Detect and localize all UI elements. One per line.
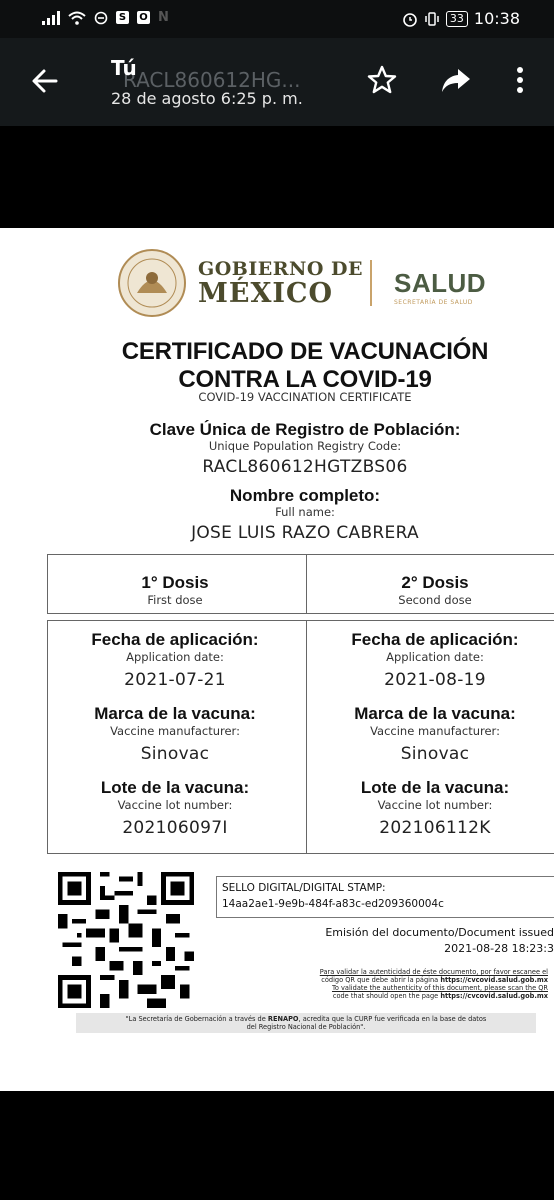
dose1-date: 2021-07-21: [124, 670, 226, 690]
dose2-brand: Sinovac: [400, 744, 470, 764]
validation-note: [320, 968, 548, 1000]
renapo-1b: , acredita que la CURP fue verificada en la base de datos: [298, 1015, 487, 1023]
dose1-brand-label-en: Vaccine manufacturer:: [110, 724, 240, 738]
validate-es-2: código QR que debe abrir la página: [321, 976, 439, 984]
renapo-2: del Registro Nacional de Población".: [246, 1023, 366, 1031]
dose1-title-en: First dose: [147, 593, 203, 607]
certificate-image[interactable]: [0, 228, 554, 1091]
name-label-en: Full name:: [275, 505, 335, 519]
curp-value: RACL860612HGTZBS06: [202, 457, 408, 477]
message-timestamp: 28 de agosto 6:25 p. m.: [111, 89, 303, 108]
wifi-icon: [68, 11, 86, 25]
dose2-date-label: Fecha de aplicación:: [351, 630, 519, 649]
signal-icon: [42, 11, 60, 25]
dose2-lot: 202106112K: [379, 818, 491, 838]
dose1-title: 1° Dosis: [141, 573, 209, 592]
validate-es-url: https://cvcovid.salud.gob.mx: [440, 976, 548, 984]
dose1-lot: 202106097I: [122, 818, 228, 838]
dose1-lot-label: Lote de la vacuna:: [100, 778, 250, 797]
qr-code: [58, 872, 194, 1008]
dose1-brand-label: Marca de la vacuna:: [94, 704, 256, 723]
salud-subtitle: SECRETARÍA DE SALUD: [394, 299, 473, 306]
bottom-black-area: [0, 1091, 554, 1200]
app-bar: [0, 38, 554, 126]
dose2-brand-label-en: Vaccine manufacturer:: [370, 724, 500, 738]
battery-indicator: 33: [446, 11, 468, 27]
netflix-icon: N: [158, 10, 169, 25]
dose1-date-label: Fecha de aplicación:: [91, 630, 259, 649]
dose2-details: [310, 630, 554, 838]
validate-en-url: https://cvcovid.salud.gob.mx: [440, 992, 548, 1000]
dose1-date-label-en: Application date:: [126, 650, 224, 664]
more-options-icon[interactable]: [504, 64, 536, 96]
stamp-value: 14aa2ae1-9e9b-484f-a83c-ed209360004c: [222, 898, 444, 910]
validate-es-1: Para validar la autenticidad de éste documento, por favor escanee el: [319, 968, 548, 976]
dose1-brand: Sinovac: [140, 744, 210, 764]
issue-label: Emisión del documento/Document issued: [325, 926, 554, 939]
gob-line2: MÉXICO: [198, 278, 334, 309]
clock: 10:38: [473, 9, 520, 28]
app-badge-s-icon: S: [116, 11, 129, 24]
dose2-lot-label-en: Vaccine lot number:: [377, 798, 493, 812]
star-icon[interactable]: [366, 64, 398, 96]
salud-logo-text: SALUD: [394, 268, 487, 298]
full-name-value: JOSE LUIS RAZO CABRERA: [191, 523, 419, 543]
ghost-title: RACL860612HG...: [123, 68, 301, 92]
mexico-seal-logo: [117, 248, 187, 318]
dose2-title: 2° Dosis: [401, 573, 469, 592]
certificate-title-line1: CERTIFICADO DE VACUNACIÓN: [121, 338, 489, 365]
back-arrow-icon[interactable]: [28, 64, 62, 98]
renapo-note: [76, 1013, 536, 1033]
digital-stamp-box: [216, 876, 554, 918]
instagram-icon: O: [137, 11, 150, 24]
dose2-brand-label: Marca de la vacuna:: [354, 704, 516, 723]
gobierno-logo-text: [198, 258, 363, 309]
dose1-details: [50, 630, 300, 838]
certificate-title-en: COVID-19 VACCINATION CERTIFICATE: [198, 390, 412, 404]
validate-en-2: code that should open the page: [332, 992, 439, 1000]
validate-en-1: To validate the authenticity of this document, please scan the QR: [331, 984, 548, 992]
curp-label: Clave Única de Registro de Población:: [149, 420, 461, 439]
vpn-icon: [94, 11, 108, 25]
name-label: Nombre completo:: [229, 486, 381, 505]
vibrate-icon: [424, 11, 440, 27]
alarm-icon: [402, 11, 418, 27]
dose2-date: 2021-08-19: [384, 670, 486, 690]
renapo-1a: "La Secretaría de Gobernación a través de: [125, 1015, 266, 1023]
stamp-label: SELLO DIGITAL/DIGITAL STAMP:: [222, 882, 386, 894]
renapo-bold: RENAPO: [267, 1015, 299, 1023]
dose2-lot-label: Lote de la vacuna:: [360, 778, 510, 797]
issue-value: 2021-08-28 18:23:3: [444, 942, 554, 955]
dose1-lot-label-en: Vaccine lot number:: [117, 798, 233, 812]
curp-label-en: Unique Population Registry Code:: [208, 439, 402, 453]
gob-line1: GOBIERNO DE: [198, 258, 363, 280]
share-forward-icon[interactable]: [440, 64, 472, 96]
logo-divider: [370, 260, 372, 306]
dose2-date-label-en: Application date:: [386, 650, 484, 664]
status-bar: [0, 0, 554, 38]
dose2-title-en: Second dose: [398, 593, 472, 607]
sender-title: Tú: [111, 56, 137, 80]
certificate-title-line2: CONTRA LA COVID-19: [178, 366, 432, 393]
